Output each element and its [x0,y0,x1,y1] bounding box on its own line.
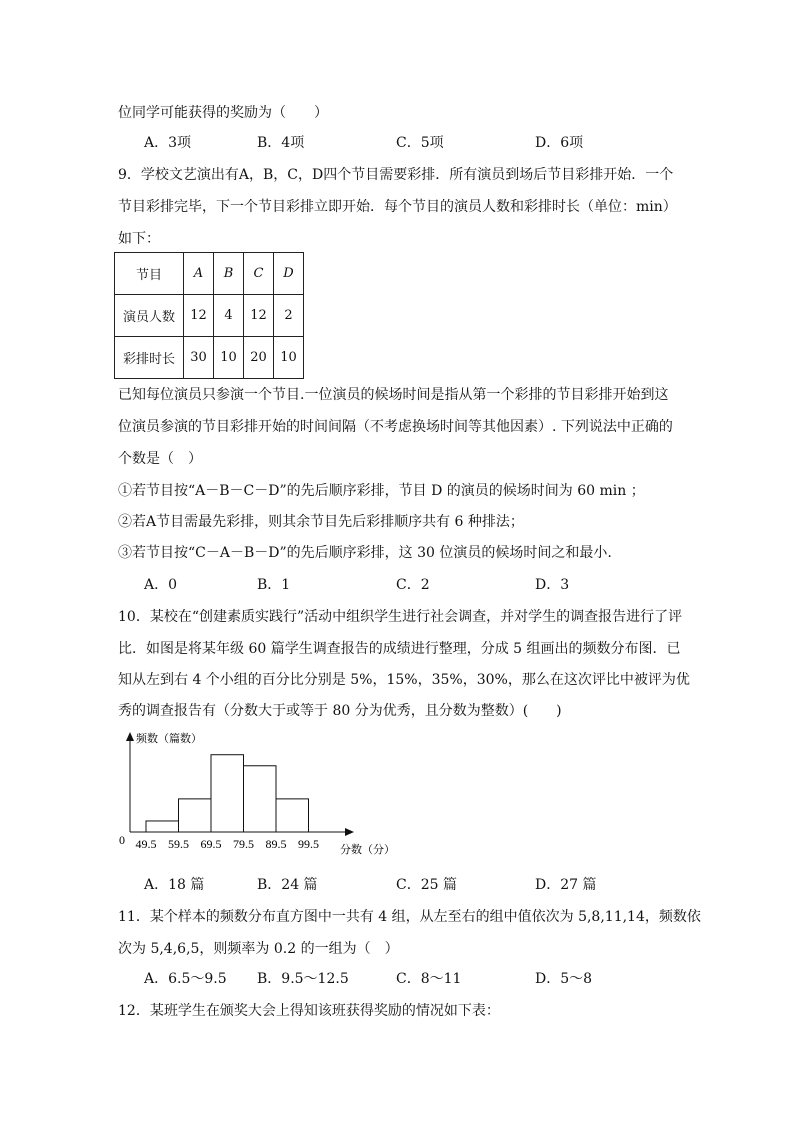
q9-statement-3: ③若节目按“C－A－B－D”的先后顺序彩排，这 30 位演员的候场时间之和最小. [118,545,612,561]
q10-stem-line: 秀的调查报告有（分数大于或等于 80 分为优秀，且分数为整数）( ) [118,703,562,719]
x-tick-label: 89.5 [265,837,287,851]
q9-stem-line: 节目彩排完毕，下一个节目彩排立即开始．每个节目的演员人数和彩排时长（单位：min） [118,199,677,215]
q9-body-line: 位演员参演的节目彩排开始的时间间隔（不考虑换场时间等其他因素）. 下列说法中正确的 [118,419,673,435]
table-row [115,295,304,337]
x-tick-label: 49.5 [135,837,157,851]
histogram-bar [244,766,277,832]
histogram-bar [179,799,212,832]
q10-option-c: C．25 篇 [396,877,457,893]
histogram-bar [276,799,309,832]
x-tick-label: 99.5 [298,837,319,851]
q10-stem-line: 比．如图是将某年级 60 篇学生调查报告的成绩进行整理，分成 5 组画出的频数分布图．已 [118,641,681,657]
q8-option-c: C．5项 [396,135,444,151]
q9-body-line: 已知每位演员只参演一个节目.一位演员的候场时间是指从第一个彩排的节目彩排开始到这 [118,387,669,403]
q8-option-a: A．3项 [144,135,192,151]
histogram-bar [211,755,244,832]
x-tick-label: 69.5 [200,837,222,851]
q10-options [118,875,718,895]
table-cell: 彩排时长 [115,337,184,379]
q11-option-a: A．6.5～9.5 [144,971,227,987]
y-axis-label: 频数（篇数） [136,733,202,745]
table-cell: 10 [214,337,244,379]
q11-option-d: D．5～8 [535,971,593,987]
q9-body-line: 个数是（ ） [118,451,202,467]
q11-stem-line: 次为 5,4,6,5，则频率为 0.2 的一组为（ ） [118,941,399,957]
x-axis-arrow [345,828,354,836]
q10-stem-line: 知从左到右 4 个小组的百分比分别是 5%，15%，35%，30%，那么在这次评比中被评为优 [118,672,690,688]
q11-options [118,969,718,989]
q9-option-d: D．3 [535,577,570,593]
q10-stem-line: 10．某校在“创建素质实践行”活动中组织学生进行社会调查，并对学生的调查报告进行了评 [118,609,683,625]
table-cell: 4 [214,295,244,337]
x-axis-label: 分数（分） [340,844,395,856]
table-cell: C [244,253,274,295]
table-cell: 20 [244,337,274,379]
q10-option-a: A．18 篇 [144,877,205,893]
table-header-row [115,253,304,295]
table-cell: 节目 [115,253,184,295]
q11-stem-line: 11．某个样本的频数分布直方图中一共有 4 组，从左至右的组中值依次为 5,8,11,14，频数依 [118,909,701,925]
q8-options [118,133,718,153]
table-row [115,337,304,379]
table-cell: 12 [184,295,214,337]
x-tick-label: 79.5 [233,837,254,851]
frequency-histogram [110,728,410,860]
program-table [114,252,304,379]
table-cell: B [214,253,244,295]
q9-option-c: C．2 [396,577,430,593]
q9-statement-2: ②若A节目需最先彩排，则其余节目先后彩排顺序共有 6 种排法； [118,514,524,530]
q10-option-b: B．24 篇 [257,877,318,893]
q9-option-a: A．0 [144,577,178,593]
q9-statement-1: ①若节目按“A－B－C－D”的先后顺序彩排，节目 D 的演员的候场时间为 60 min ； [118,483,645,499]
table-cell: 12 [244,295,274,337]
q9-stem-line: 9．学校文艺演出有A，B，C，D四个节目需要彩排．所有演员到场后节目彩排开始．一个 [118,167,674,183]
origin-label: 0 [119,833,125,847]
q11-option-b: B．9.5～12.5 [257,971,349,987]
q9-stem-line: 如下： [118,231,160,247]
table-cell: 10 [274,337,304,379]
table-cell: 30 [184,337,214,379]
histogram-bar [146,821,179,832]
table-cell: D [274,253,304,295]
q8-option-b: B．4项 [257,135,305,151]
x-tick-label: 59.5 [168,837,189,851]
q8-option-d: D．6项 [535,135,584,151]
table-cell: 2 [274,295,304,337]
q9-option-b: B．1 [257,577,291,593]
q10-option-d: D．27 篇 [535,877,597,893]
q12-stem: 12．某班学生在颁奖大会上得知该班获得奖励的情况如下表： [118,1003,500,1019]
q11-option-c: C．8～11 [396,971,462,987]
q9-options [118,575,718,595]
y-axis-arrow [126,732,134,741]
table-cell: A [184,253,214,295]
table-cell: 演员人数 [115,295,184,337]
q8-text: 位同学可能获得的奖励为（ ） [118,105,328,121]
